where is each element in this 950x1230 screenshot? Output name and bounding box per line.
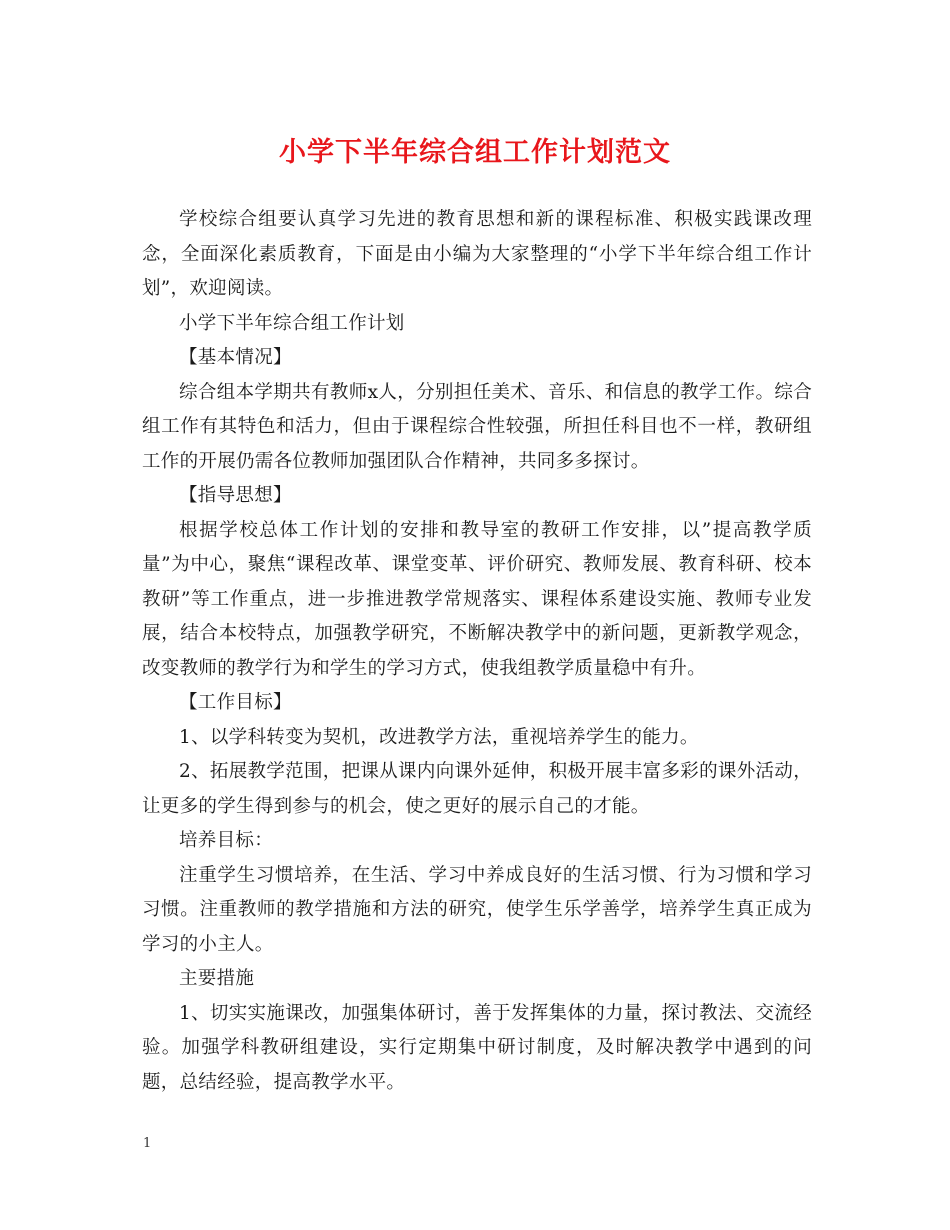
guiding-ideology-paragraph: 根据学校总体工作计划的安排和教导室的教研工作安排，以”提高教学质量”为中心，聚焦“课程改革、课堂变革、评价研究、教师发展、教育科研、校本教研”等工作重点，进一步推进教学常规落实、课程体系建设实施、教师专业发展，结合本校特点，加强教学研究，不断解决教学中的新问题，更新教学观念，改变教师的教学行为和学生的学习方式，使我组教学质量稳中有升。 bbox=[142, 519, 812, 679]
training-goals-heading: 培养目标： bbox=[179, 830, 274, 851]
intro-paragraph: 学校综合组要认真学习先进的教育思想和新的课程标准、积极实践课改理念，全面深化素质教育，下面是由小编为大家整理的“小学下半年综合组工作计划”，欢迎阅读。 bbox=[142, 209, 812, 299]
plan-heading: 小学下半年综合组工作计划 bbox=[179, 312, 405, 334]
training-goals-paragraph: 注重学生习惯培养，在生活、学习中养成良好的生活习惯、行为习惯和学习习惯。注重教师的教学措施和方法的研究，使学生乐学善学，培养学生真正成为学习的小主人。 bbox=[142, 864, 812, 955]
work-goal-item: 2、拓展教学范围，把课从课内向课外延伸，积极开展丰富多彩的课外活动，让更多的学生得到参与的机会，使之更好的展示自己的才能。 bbox=[142, 761, 812, 817]
page-number: 1 bbox=[143, 1136, 152, 1151]
basic-situation-paragraph: 综合组本学期共有教师x人，分别担任美术、音乐、和信息的教学工作。综合组工作有其特色和活力，但由于课程综合性较强，所担任科目也不一样，教研组工作的开展仍需各位教师加强团队合作精神，共同多多探讨。 bbox=[142, 381, 812, 472]
section-heading-work-goals: 【工作目标】 bbox=[179, 692, 292, 713]
document-title: 小学下半年综合组工作计划范文 bbox=[279, 137, 671, 168]
section-heading-guiding-ideology: 【指导思想】 bbox=[179, 485, 292, 506]
main-measures-heading: 主要措施 bbox=[179, 968, 255, 989]
work-goal-item: 1、以学科转变为契机，改进教学方法，重视培养学生的能力。 bbox=[179, 726, 699, 748]
measure-item: 1、切实实施课改，加强集体研讨，善于发挥集体的力量，探讨教法、交流经验。加强学科教研组建设，实行定期集中研讨制度，及时解决教学中遇到的问题，总结经验，提高教学水平。 bbox=[142, 1002, 812, 1093]
section-heading-basic-situation: 【基本情况】 bbox=[179, 347, 292, 368]
document-body bbox=[142, 203, 812, 1100]
